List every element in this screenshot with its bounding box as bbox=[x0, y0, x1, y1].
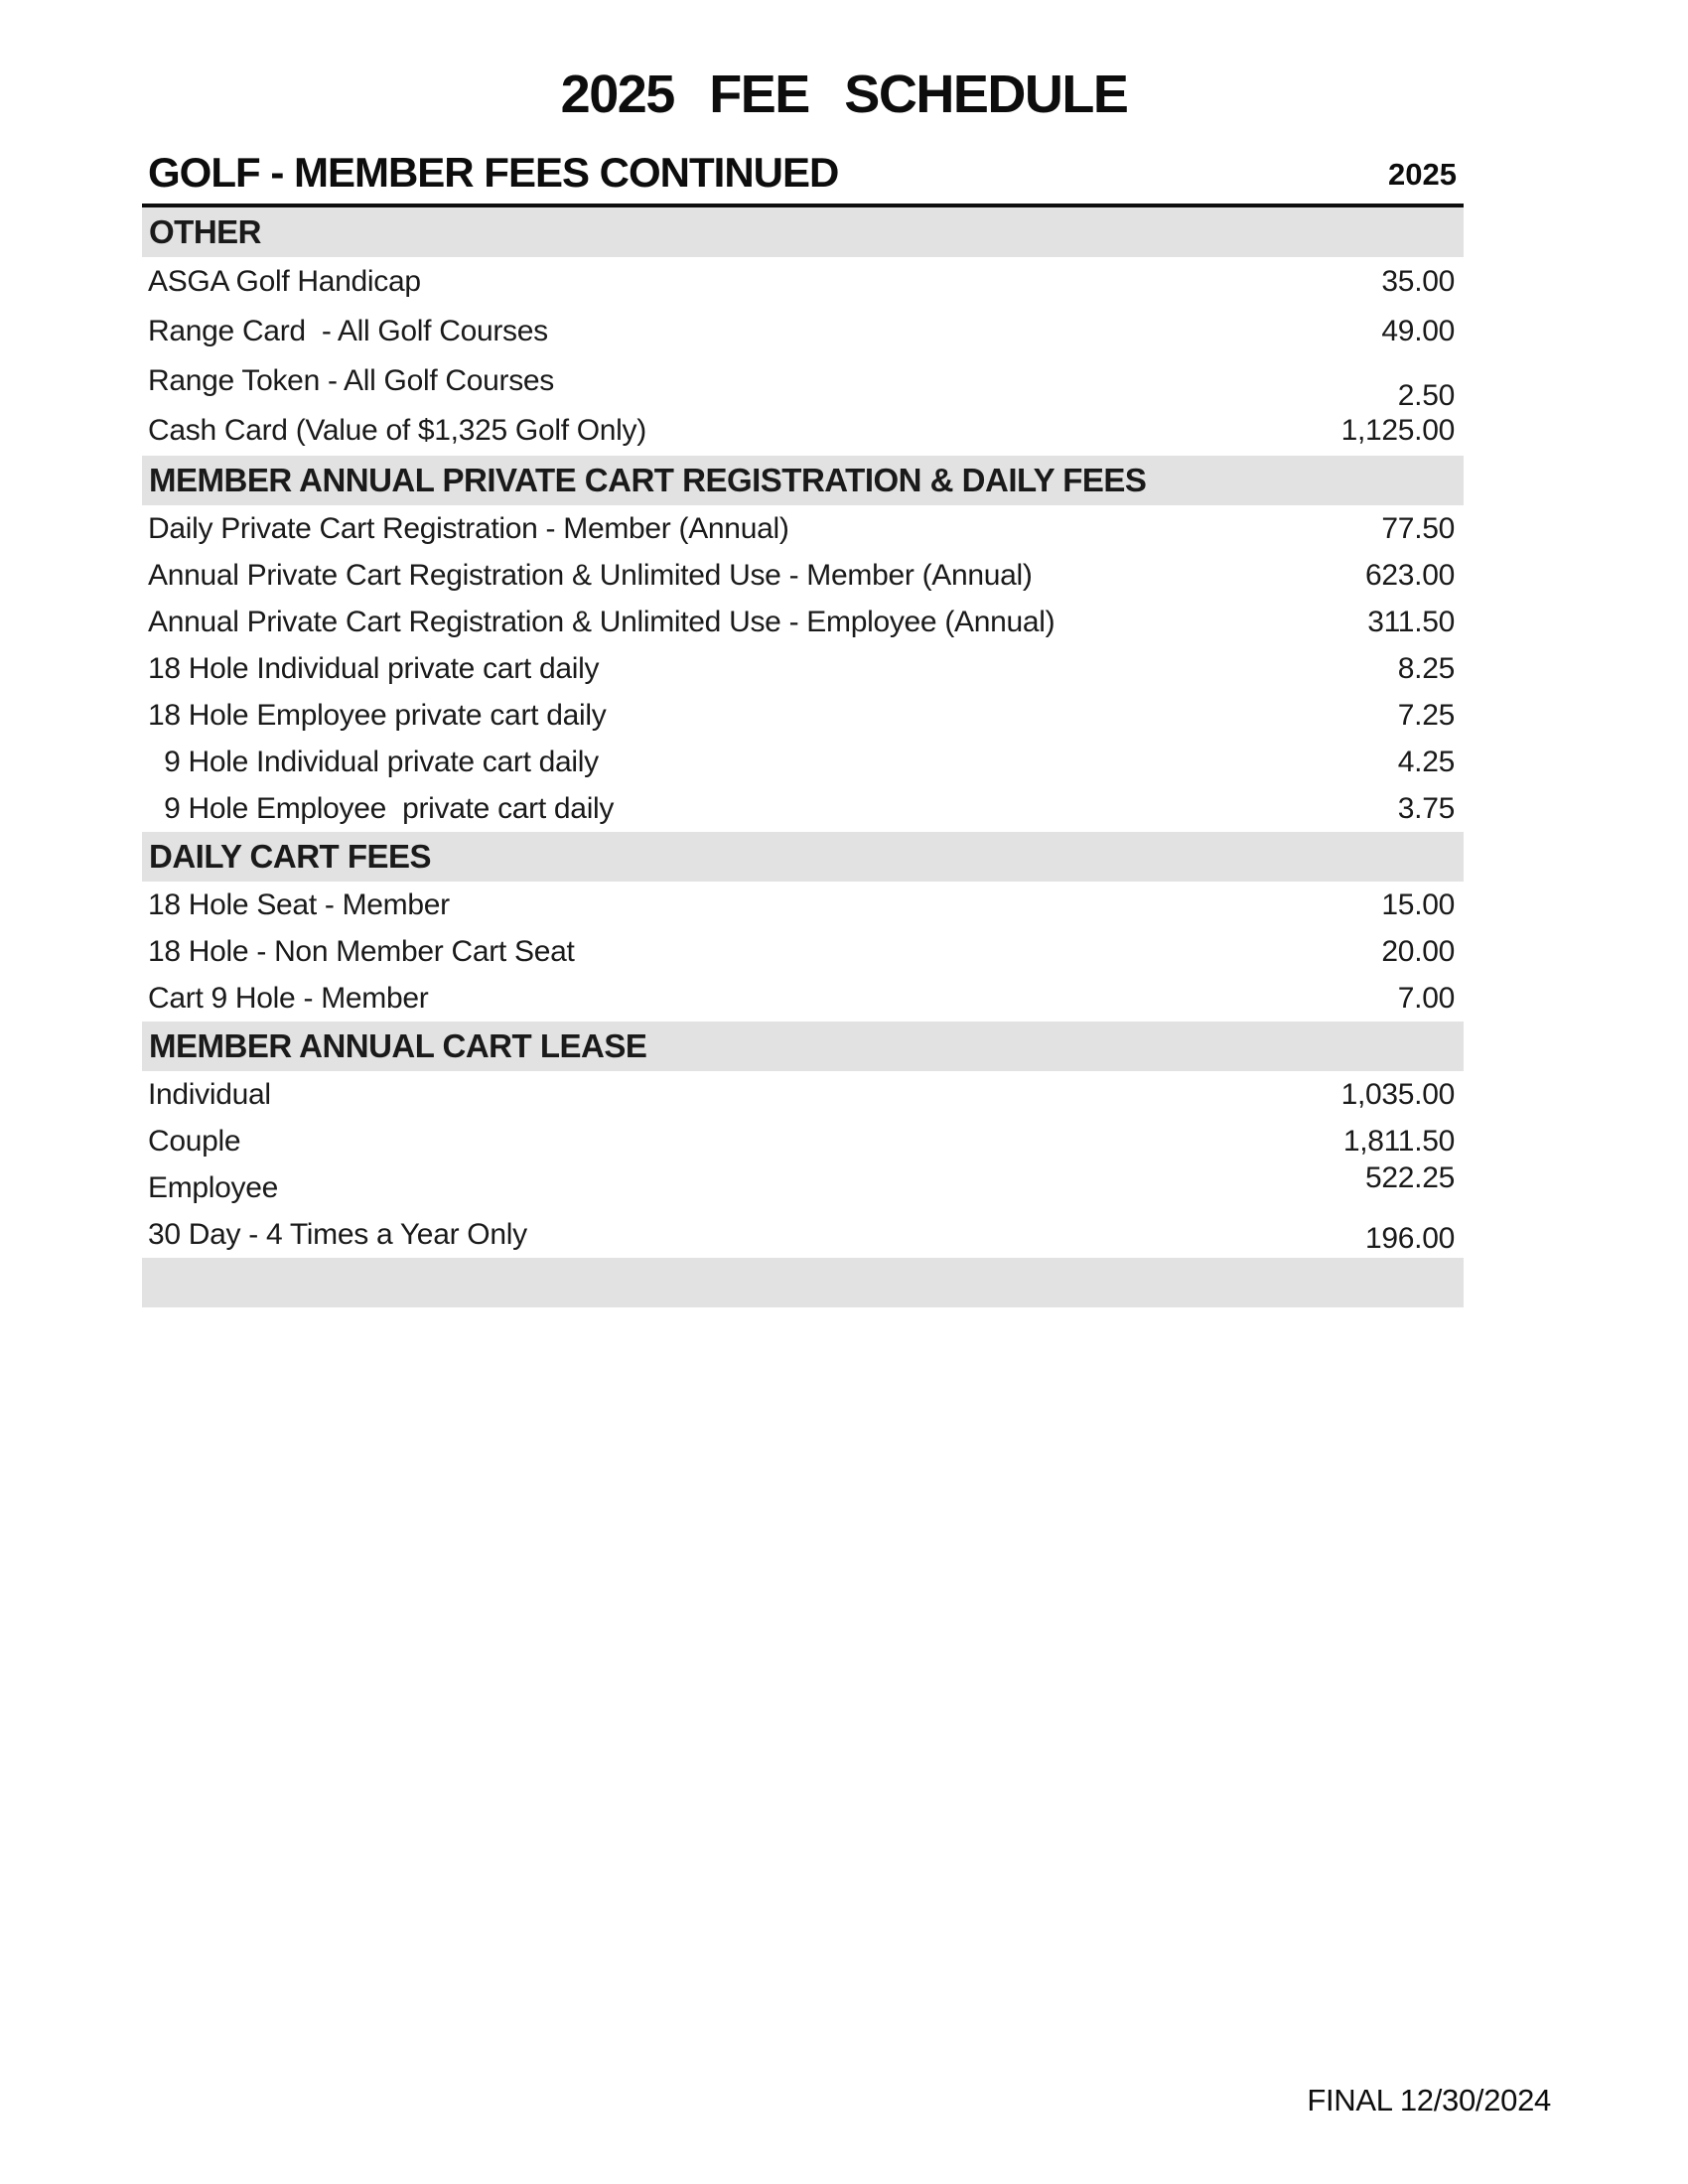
fee-value: 4.25 bbox=[1397, 745, 1455, 778]
fee-value: 311.50 bbox=[1367, 605, 1455, 638]
section-heading: DAILY CART FEES bbox=[149, 838, 432, 875]
fee-label: Range Card - All Golf Courses bbox=[148, 315, 548, 347]
section-band-private-cart bbox=[142, 456, 1464, 505]
fee-value: 49.00 bbox=[1381, 315, 1455, 347]
fee-label: ASGA Golf Handicap bbox=[148, 265, 421, 298]
fee-value: 20.00 bbox=[1381, 934, 1455, 968]
table-title: GOLF - MEMBER FEES CONTINUED bbox=[148, 149, 839, 196]
fee-label: Cart 9 Hole - Member bbox=[148, 981, 429, 1015]
table-row bbox=[142, 257, 1464, 307]
table-row bbox=[142, 307, 1464, 356]
footer-status: FINAL 12/30/2024 bbox=[1307, 2083, 1551, 2117]
fee-label: 18 Hole - Non Member Cart Seat bbox=[148, 934, 575, 968]
fee-value: 196.00 bbox=[1365, 1221, 1455, 1255]
table-row bbox=[142, 692, 1464, 739]
fee-table bbox=[142, 149, 1464, 1307]
section-rows-other bbox=[142, 257, 1464, 456]
fee-value: 8.25 bbox=[1397, 651, 1455, 685]
fee-label: Daily Private Cart Registration - Member (Annual) bbox=[148, 511, 789, 545]
fee-value: 1,125.00 bbox=[1340, 414, 1455, 447]
fee-label: 30 Day - 4 Times a Year Only bbox=[148, 1217, 527, 1251]
table-row bbox=[142, 356, 1464, 412]
fee-value: 1,811.50 bbox=[1342, 1124, 1455, 1158]
table-row bbox=[142, 645, 1464, 692]
fee-label: Annual Private Cart Registration & Unlimited Use - Employee (Annual) bbox=[148, 605, 1055, 638]
table-row bbox=[142, 1118, 1464, 1164]
fee-label: Couple bbox=[148, 1124, 241, 1158]
fee-value: 3.75 bbox=[1397, 791, 1455, 825]
table-row bbox=[142, 599, 1464, 645]
fee-label: 9 Hole Individual private cart daily bbox=[148, 745, 599, 778]
table-row bbox=[142, 785, 1464, 832]
section-rows-cart-lease bbox=[142, 1071, 1464, 1258]
fee-value: 2.50 bbox=[1397, 379, 1455, 412]
fee-label: Employee bbox=[148, 1170, 279, 1204]
fee-value: 7.00 bbox=[1397, 981, 1455, 1015]
fee-value: 522.25 bbox=[1365, 1160, 1455, 1194]
section-band-other bbox=[142, 207, 1464, 257]
fee-value: 35.00 bbox=[1381, 265, 1455, 298]
fee-label: 18 Hole Seat - Member bbox=[148, 887, 450, 921]
fee-label: Range Token - All Golf Courses bbox=[148, 364, 554, 397]
section-band-daily-cart bbox=[142, 832, 1464, 882]
fee-label: 18 Hole Employee private cart daily bbox=[148, 698, 607, 732]
section-band-cart-lease bbox=[142, 1022, 1464, 1071]
fee-value: 623.00 bbox=[1365, 558, 1455, 592]
fee-value: 1,035.00 bbox=[1340, 1077, 1455, 1111]
table-row bbox=[142, 882, 1464, 928]
fee-value: 77.50 bbox=[1381, 511, 1455, 545]
table-row bbox=[142, 1071, 1464, 1118]
table-row bbox=[142, 552, 1464, 599]
section-heading: MEMBER ANNUAL PRIVATE CART REGISTRATION & DAILY FEES bbox=[149, 462, 1147, 498]
fee-label: 18 Hole Individual private cart daily bbox=[148, 651, 600, 685]
table-row bbox=[142, 1160, 1464, 1211]
section-rows-daily-cart bbox=[142, 882, 1464, 1022]
fee-value: 15.00 bbox=[1381, 887, 1455, 921]
page-title: 2025 FEE SCHEDULE bbox=[560, 65, 1128, 124]
fee-label: Annual Private Cart Registration & Unlimited Use - Member (Annual) bbox=[148, 558, 1033, 592]
table-row bbox=[142, 1211, 1464, 1258]
fee-label: Individual bbox=[148, 1077, 271, 1111]
table-row bbox=[142, 928, 1464, 975]
fee-label: Cash Card (Value of $1,325 Golf Only) bbox=[148, 414, 646, 447]
table-row bbox=[142, 505, 1464, 552]
year-column-header: 2025 bbox=[1388, 157, 1457, 192]
table-row bbox=[142, 406, 1464, 456]
table-header bbox=[142, 149, 1464, 207]
empty-section-band bbox=[142, 1258, 1464, 1307]
section-rows-private-cart bbox=[142, 505, 1464, 832]
fee-label: 9 Hole Employee private cart daily bbox=[148, 791, 615, 825]
section-heading: OTHER bbox=[149, 213, 261, 250]
fee-value: 7.25 bbox=[1397, 698, 1455, 732]
table-row bbox=[142, 975, 1464, 1022]
section-heading: MEMBER ANNUAL CART LEASE bbox=[149, 1027, 647, 1064]
table-row bbox=[142, 739, 1464, 785]
